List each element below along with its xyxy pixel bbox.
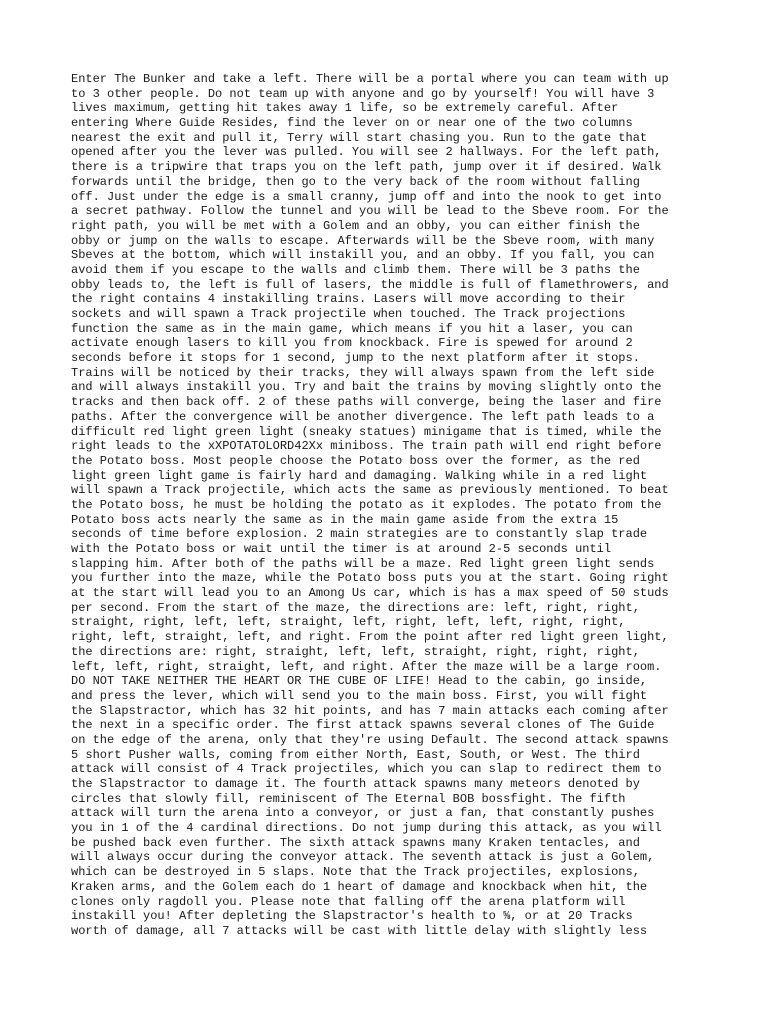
document-body-text <box>71 72 703 939</box>
text-line: right leads to the xXPOTATOLORD42Xx miniboss. The train path will end right before <box>71 439 662 454</box>
text-line: opened after you the lever was pulled. You will see 2 hallways. For the left path, <box>71 145 662 160</box>
text-line: the Slapstractor to damage it. The fourth attack spawns many meteors denoted by <box>71 777 640 791</box>
text-line: the right contains 4 instakilling trains. Lasers will move according to their <box>71 292 626 307</box>
text-line: there is a tripwire that traps you on the left path, jump over it if desired. Walk <box>71 160 662 175</box>
text-line: tracks and then back off. 2 of these paths will converge, being the laser and fire <box>71 395 662 410</box>
text-line: attack will consist of 4 Track projectiles, which you can slap to redirect them to <box>71 762 662 777</box>
text-line: DO NOT TAKE NEITHER THE HEART OR THE CUBE OF LIFE! Head to the cabin, go inside, <box>71 674 648 689</box>
text-line: obby or jump on the walls to escape. Afterwards will be the Sbeve room, with many <box>71 233 655 248</box>
text-line: clones only ragdoll you. Please note that falling off the arena platform will <box>71 894 626 909</box>
text-line: a secret pathway. Follow the tunnel and you will be lead to the Sbeve room. For the <box>71 204 669 219</box>
text-line: lives maximum, getting hit takes away 1 life, so be extremely careful. After <box>71 101 619 116</box>
text-line: on the edge of the arena, only that they're using Default. The second attack spawns <box>71 732 669 747</box>
text-line: per second. From the start of the maze, the directions are: left, right, right, <box>71 600 640 615</box>
text-line: avoid them if you escape to the walls and climb them. There will be 3 paths the <box>71 262 640 277</box>
text-line: the Slapstractor, which has 32 hit points, and has 7 main attacks each coming after <box>71 703 669 718</box>
text-line: at the start will lead you to an Among Us car, which is has a max speed of 50 studs <box>71 586 669 601</box>
text-line: off. Just under the edge is a small cranny, jump off and into the nook to get into <box>71 189 662 204</box>
text-line: the Potato boss. Most people choose the Potato boss over the former, as the red <box>71 453 640 468</box>
text-line: nearest the exit and pull it, Terry will start chasing you. Run to the gate that <box>71 130 648 145</box>
text-line: right path, you will be met with a Golem and an obby, you can either finish the <box>71 218 640 233</box>
text-line: and will always instakill you. Try and bait the trains by moving slightly onto the <box>71 380 662 395</box>
text-line: worth of damage, all 7 attacks will be cast with little delay with slightly less <box>71 923 648 938</box>
text-line: and press the lever, which will send you to the main boss. First, you will fight <box>71 688 648 703</box>
text-line: will spawn a Track projectile, which acts the same as previously mentioned. To beat <box>71 483 669 498</box>
text-line: Enter The Bunker and take a left. There will be a portal where you can team with up <box>71 72 669 86</box>
text-line: 5 short Pusher walls, coming from either North, East, South, or West. The third <box>71 747 640 762</box>
text-line: forwards until the bridge, then go to the very back of the room without falling <box>71 174 640 189</box>
text-line: the Potato boss, he must be holding the potato as it explodes. The potato from the <box>71 497 662 512</box>
text-line: you in 1 of the 4 cardinal directions. Do not jump during this attack, as you will <box>71 821 662 836</box>
text-line: the directions are: right, straight, left, left, straight, right, right, right, <box>71 644 640 659</box>
text-line: slapping him. After both of the paths will be a maze. Red light green light sends <box>71 556 655 571</box>
text-line: seconds of time before explosion. 2 main strategies are to constantly slap trade <box>71 527 648 542</box>
text-line: will always occur during the conveyor attack. The seventh attack is just a Golem, <box>71 850 655 865</box>
text-line: the next in a specific order. The first attack spawns several clones of The Guide <box>71 718 655 733</box>
text-line: light green light game is fairly hard and damaging. Walking while in a red light <box>71 468 648 483</box>
text-line: function the same as in the main game, which means if you hit a laser, you can <box>71 321 633 336</box>
text-line: sockets and will spawn a Track projectile when touched. The Track projections <box>71 307 626 321</box>
text-line: with the Potato boss or wait until the timer is at around 2-5 seconds until <box>71 542 612 556</box>
text-line: attack will turn the arena into a conveyor, or just a fan, that constantly pushes <box>71 806 655 821</box>
text-line: seconds before it stops for 1 second, jump to the next platform after it stops. <box>71 351 640 366</box>
text-line: obby leads to, the left is full of lasers, the middle is full of flamethrowers, and <box>71 277 669 292</box>
text-line: which can be destroyed in 5 slaps. Note that the Track projectiles, explosions, <box>71 865 640 880</box>
text-line: Kraken arms, and the Golem each do 1 heart of damage and knockback when hit, the <box>71 879 648 894</box>
text-line: right, left, straight, left, and right. From the point after red light green light, <box>71 630 669 645</box>
text-line: circles that slowly fill, reminiscent of The Eternal BOB bossfight. The fifth <box>71 791 626 806</box>
text-line: be pushed back even further. The sixth attack spawns many Kraken tentacles, and <box>71 835 640 850</box>
text-line: activate enough lasers to kill you from knockback. Fire is spewed for around 2 <box>71 336 633 351</box>
text-line: paths. After the convergence will be another divergence. The left path leads to a <box>71 409 655 424</box>
text-line: straight, right, left, left, straight, left, right, left, left, right, right, <box>71 615 626 630</box>
text-line: left, left, right, straight, left, and right. After the maze will be a large room. <box>71 659 662 674</box>
text-line: Potato boss acts nearly the same as in the main game aside from the extra 15 <box>71 512 619 527</box>
text-line: Sbeves at the bottom, which will instakill you, and an obby. If you fall, you can <box>71 248 655 263</box>
text-line: instakill you! After depleting the Slapstractor's health to ⅝, or at 20 Tracks <box>71 909 633 924</box>
text-line: Trains will be noticed by their tracks, they will always spawn from the left side <box>71 365 655 380</box>
text-line: difficult red light green light (sneaky statues) minigame that is timed, while the <box>71 424 662 439</box>
text-line: to 3 other people. Do not team up with anyone and go by yourself! You will have 3 <box>71 86 655 101</box>
text-line: entering Where Guide Resides, find the lever on or near one of the two columns <box>71 116 633 131</box>
text-line: you further into the maze, while the Potato boss puts you at the start. Going right <box>71 571 669 586</box>
